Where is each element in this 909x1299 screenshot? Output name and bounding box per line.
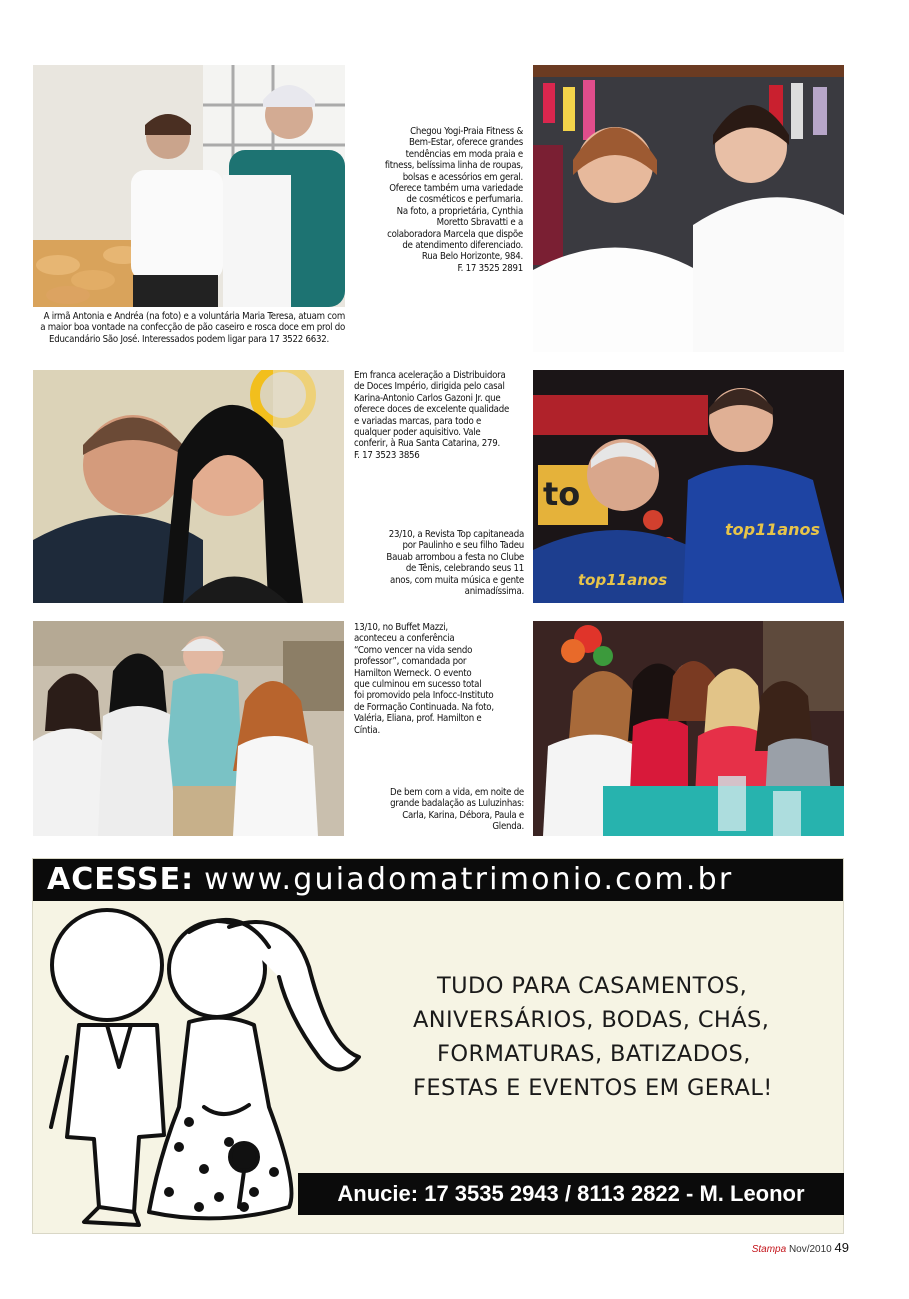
photo-yogi-store: [533, 65, 844, 352]
ad-services-list: TUDO PARA CASAMENTOS, ANIVERSÁRIOS, BODAS, CHÁS, FORMATURAS, BATIZADOS, FESTAS E EVENTOS EM GERAL!: [413, 973, 773, 1101]
shirt-logo-right: top11anos: [725, 520, 821, 539]
issue-date: Nov/2010: [788, 1244, 832, 1255]
ad-contact-bar[interactable]: Anucie: 17 3535 2943 / 8113 2822 - M. Leonor: [298, 1173, 844, 1215]
caption-yogi: Chegou Yogi-Praia Fitness & Bem-Estar, oferece grandes tendências em moda praia e fitness, belíssima linha de roupas, bolsas e acessórios em geral. Oferece também uma variedade de cosméticos e perfumaria. Na foto, a proprietária, Cynthia Moretto Sbravatti e a colaboradora Marcela que dispõe de atendimento diferenciado. Rua Belo Horizonte, 984. F. 17 3525 2891: [384, 126, 523, 274]
photo-bakery: [33, 65, 345, 307]
photo-luluzinhas: [533, 621, 844, 836]
caption-revista-top: 23/10, a Revista Top capitaneada por Paulinho e seu filho Tadeu Bauab arrombou a festa no Clube de Tênis, celebrando seus 11 anos, com muita música e gente animadíssima.: [386, 529, 524, 598]
caption-imperio: Em franca aceleração a Distribuidora de Doces Império, dirigida pelo casal Karina-Antonio Carlos Gazoni Jr. que oferece doces de excelente qualidade e variadas marcas, para todo e qualquer poder aquisitivo. Vale conferir, à Rua Santa Catarina, 279. F. 17 3523 3856: [354, 370, 510, 461]
ad-url-bar[interactable]: [33, 859, 843, 901]
page-number: 49: [834, 1240, 849, 1255]
photo-buffet-mazzi: [33, 621, 344, 836]
page-footer: [752, 1240, 849, 1255]
ad-guia-do-matrimonio: [32, 858, 844, 1234]
ad-access-label: ACESSE:: [47, 862, 195, 897]
caption-bakery: A irmã Antonia e Andréa (na foto) e a voluntária Maria Teresa, atuam com a maior boa vontade na confecção de pão caseiro e rosca doce em prol do Educandário São José. Interessados podem ligar para 17 3522 6632.: [40, 311, 345, 345]
photo-sign-text: to: [543, 475, 581, 513]
photo-revista-top: [533, 370, 844, 603]
magazine-brand: Stampa: [751, 1244, 787, 1255]
caption-luluzinhas: De bem com a vida, em noite de grande badalação as Luluzinhas: Carla, Karina, Débora, Paula e Glenda.: [390, 787, 524, 833]
shirt-logo-left: top11anos: [578, 571, 668, 589]
ad-url[interactable]: www.guiadomatrimonio.com.br: [204, 862, 734, 897]
photo-imperio-couple: [33, 370, 344, 603]
caption-mazzi: 13/10, no Buffet Mazzi, aconteceu a conferência “Como vencer na vida sendo professor”, comandada por Hamilton Werneck. O evento que culminou em sucesso total foi promovido pela Infocc-Instituto de Formação Continuada. Na foto, Valéria, Eliana, prof. Hamilton e Cíntia.: [354, 622, 494, 736]
